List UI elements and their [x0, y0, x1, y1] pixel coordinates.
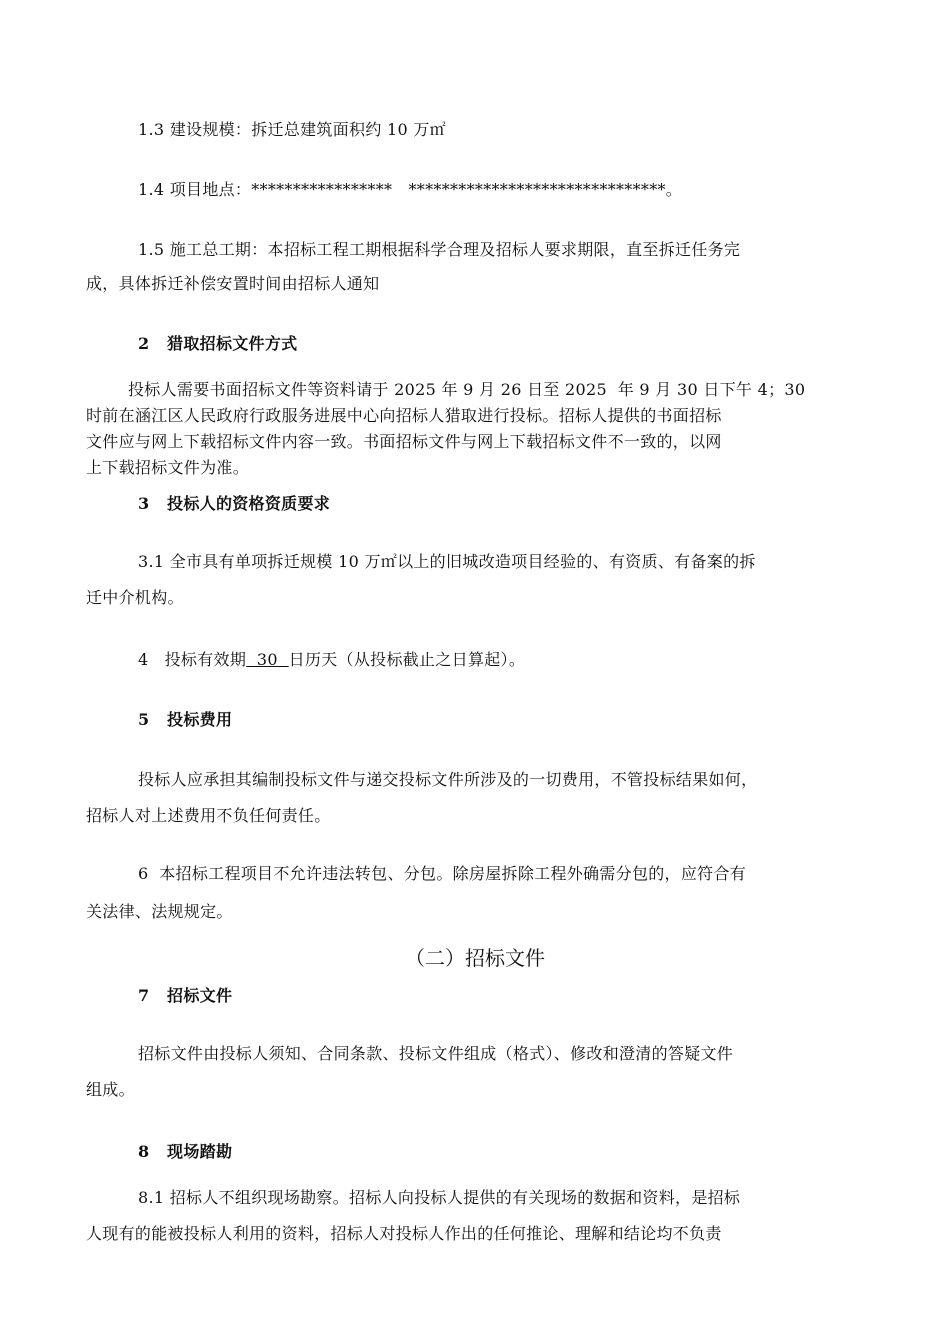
clause-1-4: 1.4 项目地点：***************** *******************************。 — [138, 180, 683, 199]
para-2-line3: 文件应与网上下载招标文件内容一致。书面招标文件与网上下载招标文件不一致的，以网 — [86, 432, 722, 451]
para-7-line2: 组成。 — [86, 1080, 135, 1099]
clause-1-5-line2: 成，具体拆迁补偿安置时间由招标人通知 — [86, 274, 380, 293]
heading-7: 7 招标文件 — [138, 986, 233, 1005]
para-7-line1: 招标文件由投标人须知、合同条款、投标文件组成（格式）、修改和澄清的答疑文件 — [138, 1044, 734, 1063]
heading-2: 2 猎取招标文件方式 — [138, 334, 298, 353]
section-title: （二）招标文件 — [405, 946, 545, 970]
clause-1-5-line1: 1.5 施工总工期：本招标工程工期根据科学合理及招标人要求期限，直至拆迁任务完 — [138, 240, 741, 259]
heading-5: 5 投标费用 — [138, 710, 233, 729]
clause-3-1-line1: 3.1 全市具有单项拆迁规模 10 万㎡以上的旧城改造项目经验的、有资质、有备案的拆 — [138, 552, 756, 571]
heading-4 — [138, 650, 525, 670]
validity-days: 30 — [246, 650, 289, 669]
para-2-line4: 上下载招标文件为准。 — [86, 458, 250, 477]
clause-1-3: 1.3 建设规模：拆迁总建筑面积约 10 万㎡ — [138, 120, 446, 139]
clause-8-1-line1: 8.1 招标人不组织现场勘察。招标人向投标人提供的有关现场的数据和资料，是招标 — [138, 1188, 741, 1207]
clause-3-1-line2: 迁中介机构。 — [86, 588, 184, 607]
clause-8-1-line2: 人现有的能被投标人利用的资料，招标人对投标人作出的任何推论、理解和结论均不负责 — [86, 1224, 722, 1243]
para-2-line2: 时前在涵江区人民政府行政服务进展中心向招标人猎取进行投标。招标人提供的书面招标 — [86, 406, 722, 425]
para-2-line1: 投标人需要书面招标文件等资料请于 2025 年 9 月 26 日至 2025 年 9 月 30 日下午 4；30 — [128, 380, 806, 399]
para-6-line2: 关法律、法规规定。 — [86, 902, 233, 921]
heading-4-suffix: 日历天（从投标截止之日算起）。 — [288, 650, 526, 669]
para-5-line1: 投标人应承担其编制投标文件与递交投标文件所涉及的一切费用，不管投标结果如何， — [138, 770, 758, 789]
heading-3: 3 投标人的资格资质要求 — [138, 494, 331, 513]
heading-8: 8 现场踏勘 — [138, 1142, 233, 1161]
heading-4-label: 4 投标有效期 — [138, 650, 247, 669]
para-5-line2: 招标人对上述费用不负任何责任。 — [86, 806, 331, 825]
para-6-line1: 6 本招标工程项目不允许违法转包、分包。除房屋拆除工程外确需分包的，应符合有 — [138, 864, 747, 883]
